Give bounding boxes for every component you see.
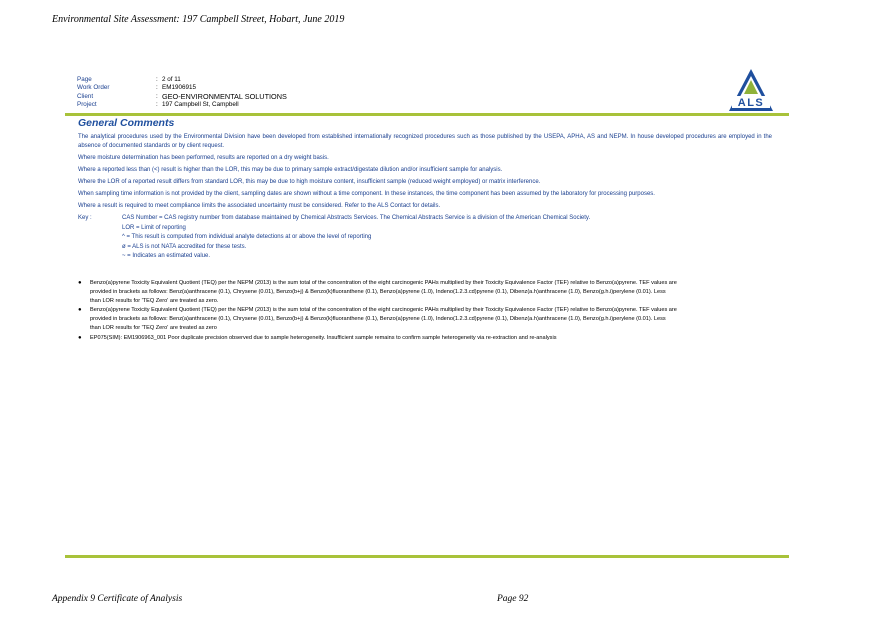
bullet-text: Benzo(a)pyrene Toxicity Equivalent Quotient (TEQ) per the NEPM (2013) is the sum total of the concentration of the eight carcinogenic PAHs multiplied by their Toxicity Equivalence Factor (TEF) relative to Benzo(a)pyrene. TEF values are provided in brackets as follows: Benz(a)anthracene (0.1), Chrysene (0.01), Benzo(b+j) & Benzo(k)fluoranthene (0.1), Benzo(a)pyrene (1.0), Indeno(1.2.3.cd)pyrene (0.1), Dibenz(a.h)anthracene (1.0), Benzo(g.h.i)perylene (0.01). Less than LOR results for 'TEQ Zero' are treated as zero.	[90, 280, 677, 305]
bullet-item	[78, 334, 678, 343]
bullet-text: EP075(SIM): EM1906963_001 Poor duplicate precision observed due to sample heterogeneity. Insufficient sample remains to confirm sample heterogeneity via re-extraction and re-analysis	[90, 334, 557, 341]
comment-paragraph: The analytical procedures used by the Environmental Division have been developed from established internationally recognized procedures such as those published by the USEPA, APHA, AS and NEPM. In house developed procedures are employed in the absence of documented standards or by client request.	[78, 134, 772, 149]
bullet-dot-icon: ●	[78, 280, 82, 286]
section-title: General Comments	[78, 117, 175, 129]
bullet-text: Benzo(a)pyrene Toxicity Equivalent Quotient (TEQ) per the NEPM (2013) is the sum total of the concentration of the eight carcinogenic PAHs multiplied by their Toxicity Equivalence Factor (TEF) relative to Benzo(a)pyrene. TEF values are provided in brackets as follows: Benz(a)anthracene (0.1), Chrysene (0.01), Benzo(b+j) & Benzo(k)fluoranthene (0.1), Benzo(a)pyrene (1.0), Indeno(1.2.3.cd)pyrene (0.1), Dibenz(a.h)anthracene (1.0), Benzo(g.h.i)perylene (0.01). Less than LOR results for 'TEQ Zero' are treated as zero	[90, 307, 677, 332]
info-value-work-order: EM1906915	[162, 84, 196, 92]
key-line: ø = ALS is not NATA accredited for these tests.	[122, 243, 247, 250]
comment-paragraph: When sampling time information is not provided by the client, sampling dates are shown without a time component. In these instances, the time component has been assumed by the laboratory for processing purposes.	[78, 191, 655, 197]
info-row-page	[77, 76, 287, 84]
report-info-block	[77, 76, 287, 109]
info-separator: :	[156, 84, 158, 92]
key-line: CAS Number = CAS registry number from database maintained by Chemical Abstracts Services. The Chemical Abstracts Service is a division of the American Chemical Society.	[122, 215, 591, 221]
bullet-item	[78, 279, 678, 306]
key-line: ~ = Indicates an estimated value.	[122, 253, 211, 260]
footer-appendix-label: Appendix 9 Certificate of Analysis	[52, 594, 183, 604]
info-row-client	[77, 93, 287, 101]
key-line: LOR = Limit of reporting	[122, 224, 186, 231]
general-comments	[78, 133, 772, 262]
bullet-dot-icon: ●	[78, 334, 82, 341]
footer-page-number: Page 92	[497, 594, 529, 604]
comment-paragraph: Where moisture determination has been performed, results are reported on a dry weight basis.	[78, 155, 329, 161]
info-separator: :	[156, 100, 158, 108]
info-label-project: Project	[77, 100, 97, 108]
footer-rule	[65, 555, 789, 558]
als-logo	[727, 67, 775, 113]
key-line: ^ = This result is computed from individual analyte detections at or above the level of reporting	[122, 234, 372, 241]
comment-paragraph: Where a result is required to meet compliance limits the associated uncertainty must be considered. Refer to the ALS Contact for details.	[78, 203, 441, 209]
info-separator: :	[156, 92, 158, 100]
info-separator: :	[156, 76, 158, 83]
info-value-client: GEO-ENVIRONMENTAL SOLUTIONS	[162, 91, 287, 101]
bullet-dot-icon: ●	[78, 307, 82, 314]
key-label: Key :	[78, 215, 92, 221]
page-header-title: Environmental Site Assessment: 197 Campbell Street, Hobart, June 2019	[52, 14, 345, 25]
bullet-item	[78, 306, 678, 333]
comment-paragraph: Where a reported less than (<) result is higher than the LOR, this may be due to primary sample extract/digestate dilution and/or insufficient sample for analysis.	[78, 167, 503, 173]
info-label-work-order: Work Order	[77, 84, 110, 92]
info-value-project: 197 Campbell St, Campbell	[162, 100, 239, 108]
info-row-project	[77, 101, 287, 109]
info-label-page: Page	[77, 76, 92, 83]
header-rule	[65, 113, 789, 116]
info-label-client: Client	[77, 92, 94, 100]
logo-text: ALS	[737, 97, 765, 109]
key-block	[78, 214, 772, 262]
key-lines	[122, 214, 590, 262]
comment-paragraph: Where the LOR of a reported result differs from standard LOR, this may be due to high moisture content, insufficient sample (reduced weight employed) or matrix interference.	[78, 179, 541, 185]
bullet-notes	[78, 279, 678, 343]
info-value-page: 2 of 11	[162, 76, 181, 83]
